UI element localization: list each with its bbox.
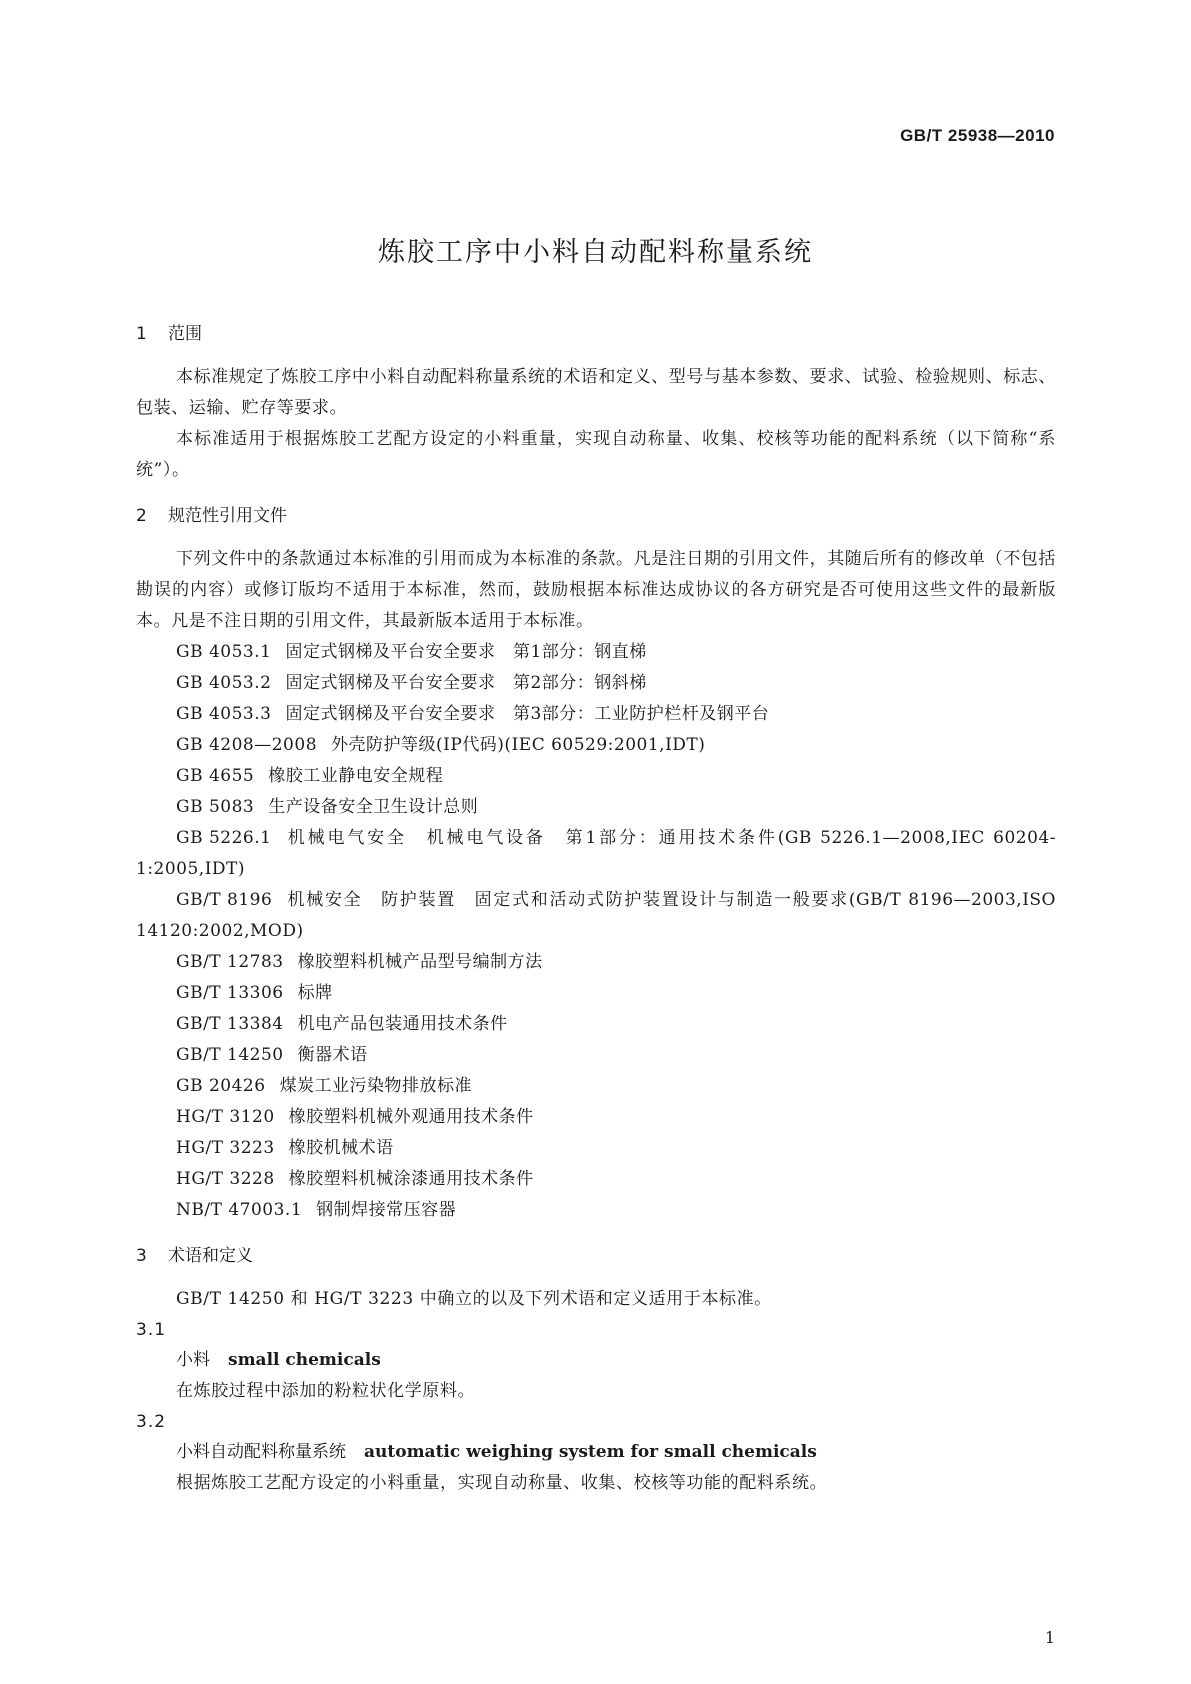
term-name-zh: 小料自动配料称量系统 xyxy=(176,1442,346,1462)
reference-item xyxy=(136,637,1056,668)
reference-title: 固定式钢梯及平台安全要求 第3部分：工业防护栏杆及钢平台 xyxy=(285,704,770,724)
reference-item xyxy=(136,978,1056,1009)
reference-title: 固定式钢梯及平台安全要求 第1部分：钢直梯 xyxy=(285,642,647,662)
reference-code: GB/T 13384 xyxy=(176,1014,284,1034)
reference-title: 橡胶机械术语 xyxy=(288,1138,394,1158)
section-number: 3 xyxy=(136,1246,147,1266)
reference-item xyxy=(136,947,1056,978)
page-number: 1 xyxy=(1044,1628,1055,1647)
reference-item xyxy=(136,1102,1056,1133)
section-heading-scope xyxy=(136,320,1056,348)
section-title: 规范性引用文件 xyxy=(168,506,287,526)
section-title: 范围 xyxy=(168,324,202,344)
document-body xyxy=(136,320,1056,1499)
reference-item xyxy=(136,792,1056,823)
reference-code: NB/T 47003.1 xyxy=(176,1200,303,1220)
term-name xyxy=(136,1345,1056,1376)
term-name-zh: 小料 xyxy=(176,1350,210,1370)
section-heading-terms xyxy=(136,1242,1056,1270)
reference-code: GB 5226.1 xyxy=(176,828,272,848)
paragraph: 下列文件中的条款通过本标准的引用而成为本标准的条款。凡是注日期的引用文件，其随后所有的修改单（不包括勘误的内容）或修订版均不适用于本标准，然而，鼓励根据本标准达成协议的各方研究是否可使用这些文件的最新版本。凡是不注日期的引用文件，其最新版本适用于本标准。 xyxy=(136,549,1056,631)
reference-title: 煤炭工业污染物排放标准 xyxy=(279,1076,473,1096)
reference-title: 橡胶塑料机械外观通用技术条件 xyxy=(288,1107,534,1127)
paragraph: 本标准适用于根据炼胶工艺配方设定的小料重量，实现自动称量、收集、校核等功能的配料系统（以下简称“系统”）。 xyxy=(136,429,1056,480)
document-title: 炼胶工序中小料自动配料称量系统 xyxy=(378,237,813,268)
reference-title: 橡胶塑料机械涂漆通用技术条件 xyxy=(288,1169,534,1189)
term-number: 3.2 xyxy=(136,1412,167,1432)
reference-title: 橡胶塑料机械产品型号编制方法 xyxy=(297,952,543,972)
reference-item xyxy=(136,699,1056,730)
reference-code: GB 4053.1 xyxy=(176,642,272,662)
reference-code: GB 4053.2 xyxy=(176,673,272,693)
section-heading-normative-references xyxy=(136,502,1056,530)
reference-code: GB 4655 xyxy=(176,766,255,786)
term-name xyxy=(136,1437,1056,1468)
reference-code: GB 5083 xyxy=(176,797,255,817)
reference-code: HG/T 3120 xyxy=(176,1107,275,1127)
reference-title: 衡器术语 xyxy=(297,1045,368,1065)
reference-item xyxy=(136,668,1056,699)
reference-item xyxy=(136,823,1056,885)
reference-title: 外壳防护等级(IP代码)(IEC 60529:2001,IDT) xyxy=(331,735,706,755)
reference-title: 机械安全 防护装置 固定式和活动式防护装置设计与制造一般要求(GB/T 8196—2003,ISO 14120:2002,MOD) xyxy=(136,890,1056,941)
reference-title: 标牌 xyxy=(297,983,333,1003)
section-number: 2 xyxy=(136,506,147,526)
section-number: 1 xyxy=(136,324,147,344)
reference-code: GB 20426 xyxy=(176,1076,266,1096)
reference-item xyxy=(136,1133,1056,1164)
reference-title: 机械电气安全 机械电气设备 第1部分：通用技术条件(GB 5226.1—2008,IEC 60204-1:2005,IDT) xyxy=(136,828,1056,879)
section-title: 术语和定义 xyxy=(168,1246,253,1266)
paragraph: GB/T 14250 和 HG/T 3223 中确立的以及下列术语和定义适用于本标准。 xyxy=(176,1289,772,1309)
standard-number: GB/T 25938—2010 xyxy=(900,126,1055,145)
term-name-en: small chemicals xyxy=(228,1350,381,1370)
reference-title: 固定式钢梯及平台安全要求 第2部分：钢斜梯 xyxy=(285,673,647,693)
reference-code: GB/T 13306 xyxy=(176,983,284,1003)
reference-code: GB 4053.3 xyxy=(176,704,272,724)
reference-code: GB/T 12783 xyxy=(176,952,284,972)
term-number: 3.1 xyxy=(136,1320,167,1340)
reference-title: 橡胶工业静电安全规程 xyxy=(268,766,444,786)
reference-item xyxy=(136,761,1056,792)
reference-code: HG/T 3228 xyxy=(176,1169,275,1189)
paragraph: 本标准规定了炼胶工序中小料自动配料称量系统的术语和定义、型号与基本参数、要求、试验、检验规则、标志、包装、运输、贮存等要求。 xyxy=(136,367,1056,418)
reference-title: 生产设备安全卫生设计总则 xyxy=(268,797,479,817)
reference-code: HG/T 3223 xyxy=(176,1138,275,1158)
reference-title: 钢制焊接常压容器 xyxy=(316,1200,457,1220)
reference-code: GB 4208—2008 xyxy=(176,735,318,755)
reference-item xyxy=(136,730,1056,761)
reference-title: 机电产品包装通用技术条件 xyxy=(297,1014,508,1034)
term-name-en: automatic weighing system for small chemicals xyxy=(364,1442,817,1462)
reference-item xyxy=(136,1071,1056,1102)
reference-item xyxy=(136,1164,1056,1195)
reference-item xyxy=(136,885,1056,947)
reference-item xyxy=(136,1195,1056,1226)
reference-item xyxy=(136,1040,1056,1071)
term-definition: 根据炼胶工艺配方设定的小料重量，实现自动称量、收集、校核等功能的配料系统。 xyxy=(176,1473,828,1493)
reference-code: GB/T 8196 xyxy=(176,890,273,910)
reference-code: GB/T 14250 xyxy=(176,1045,284,1065)
reference-item xyxy=(136,1009,1056,1040)
term-definition: 在炼胶过程中添加的粉粒状化学原料。 xyxy=(176,1381,476,1401)
